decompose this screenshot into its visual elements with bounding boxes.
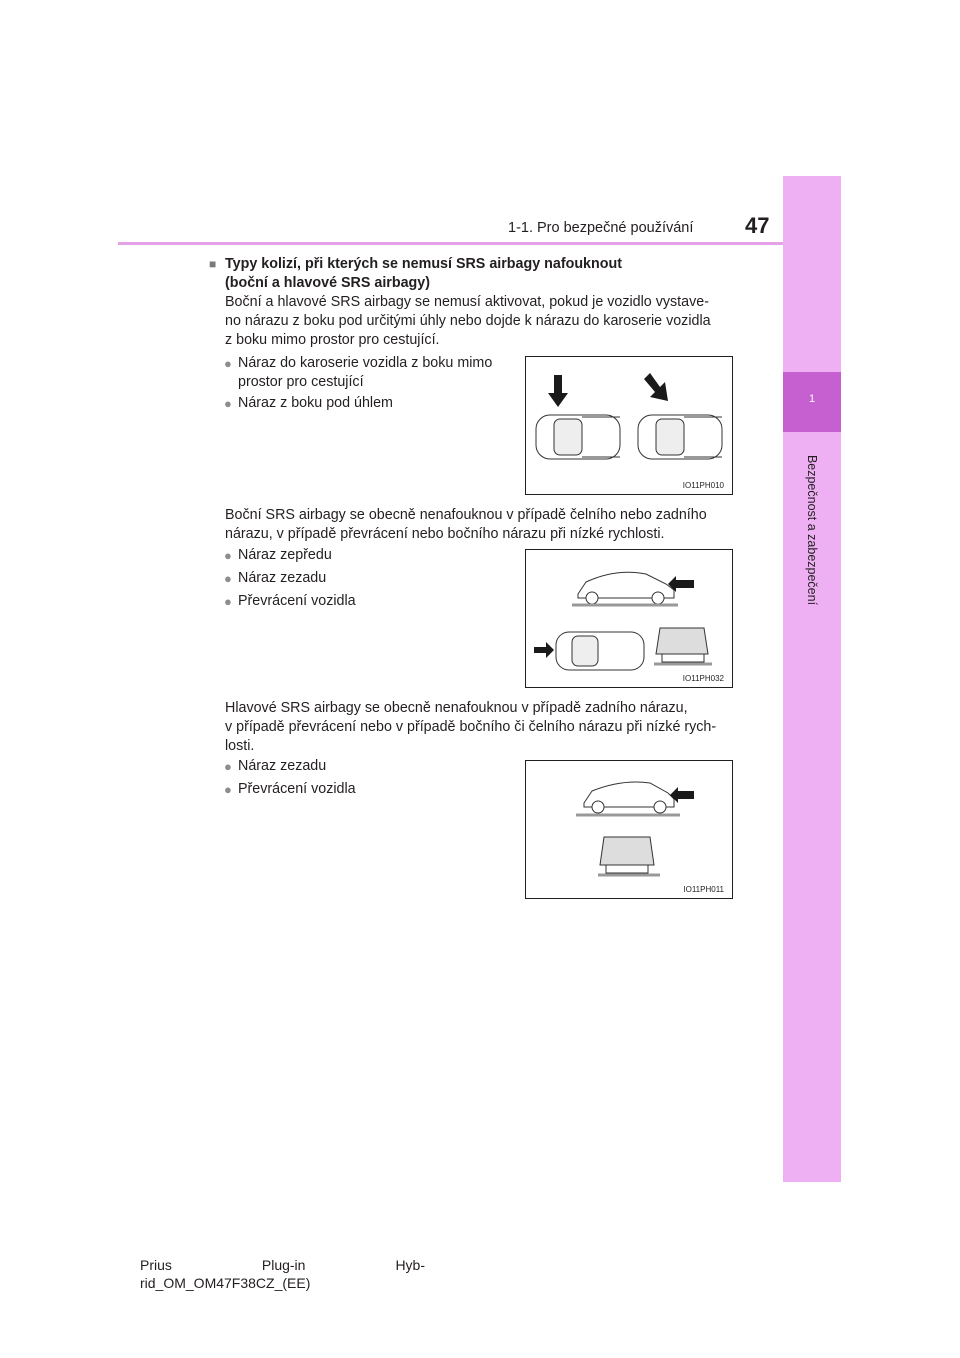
- chapter-side-tab: [783, 176, 841, 1182]
- paragraph-line: losti.: [225, 738, 255, 754]
- list-item: [224, 546, 332, 565]
- list-item: [224, 569, 327, 588]
- footer-text: Hyb-: [395, 1257, 425, 1273]
- list-item: [224, 354, 493, 392]
- intro-paragraph: [225, 293, 745, 350]
- side-impact-illustration: [526, 357, 732, 494]
- list-item: [224, 780, 356, 799]
- bullet-text: Náraz z boku pod úhlem: [238, 395, 393, 411]
- bullet-text: Převrácení vozidla: [238, 593, 356, 609]
- figure-code: IO11PH032: [682, 674, 724, 683]
- list-item: [224, 394, 393, 413]
- bullet-icon: ●: [224, 356, 232, 371]
- bullet-text: Převrácení vozidla: [238, 781, 356, 797]
- page-number: 47: [745, 213, 770, 238]
- paragraph-line: nárazu, v případě převrácení nebo bočního nárazu při nízké rychlosti.: [225, 526, 665, 542]
- figure-code: IO11PH010: [682, 481, 724, 490]
- paragraph-line: z boku mimo prostor pro cestující.: [225, 332, 440, 348]
- bullet-icon: ●: [224, 548, 232, 563]
- rear-rollover-illustration: [526, 761, 732, 898]
- bullet-icon: ●: [224, 571, 232, 586]
- chapter-title: Bezpečnost a zabezpečení: [805, 454, 819, 606]
- list-item: [224, 757, 327, 776]
- heading-line: Typy kolizí, při kterých se nemusí SRS airbagy nafouknout: [225, 256, 622, 272]
- square-bullet-icon: ■: [209, 257, 217, 271]
- paragraph-line: Hlavové SRS airbagy se obecně nenafouknou v případě zadního nárazu,: [225, 700, 688, 716]
- header-rule: [118, 242, 841, 245]
- section-title: 1-1. Pro bezpečné používání: [508, 220, 694, 236]
- bullet-icon: ●: [224, 759, 232, 774]
- figure-side-impact: [525, 356, 733, 495]
- chapter-number: 1: [808, 393, 816, 405]
- bullet-text: prostor pro cestující: [238, 374, 364, 390]
- front-rear-rollover-illustration: [526, 550, 732, 687]
- bullet-icon: ●: [224, 594, 232, 609]
- bullet-text: Náraz zezadu: [238, 570, 327, 586]
- figure-front-rear-rollover: [525, 549, 733, 688]
- list-item: [224, 592, 356, 611]
- heading-line: (boční a hlavové SRS airbagy): [225, 275, 430, 291]
- footer: [140, 1256, 425, 1292]
- chapter-number-tab: [783, 372, 841, 432]
- figure-rear-rollover: [525, 760, 733, 899]
- bullet-icon: ●: [224, 396, 232, 411]
- paragraph-side-airbags: [225, 506, 745, 544]
- paragraph-line: no nárazu z boku pod určitými úhly nebo dojde k nárazu do karoserie vozidla: [225, 313, 711, 329]
- footer-text: Prius: [140, 1257, 172, 1273]
- bullet-icon: ●: [224, 782, 232, 797]
- section-heading: [209, 255, 622, 293]
- footer-text: Plug-in: [261, 1257, 306, 1273]
- bullet-text: Náraz do karoserie vozidla z boku mimo: [238, 355, 493, 371]
- figure-code: IO11PH011: [683, 885, 724, 894]
- bullet-text: Náraz zepředu: [238, 547, 332, 563]
- paragraph-line: Boční a hlavové SRS airbagy se nemusí aktivovat, pokud je vozidlo vystave-: [225, 294, 709, 310]
- footer-text: rid_OM_OM47F38CZ_(EE): [140, 1275, 311, 1291]
- paragraph-curtain-airbags: [225, 699, 745, 756]
- paragraph-line: Boční SRS airbagy se obecně nenafouknou v případě čelního nebo zadního: [225, 507, 707, 523]
- bullet-text: Náraz zezadu: [238, 758, 327, 774]
- paragraph-line: v případě převrácení nebo v případě bočního či čelního nárazu při nízké rych-: [225, 719, 717, 735]
